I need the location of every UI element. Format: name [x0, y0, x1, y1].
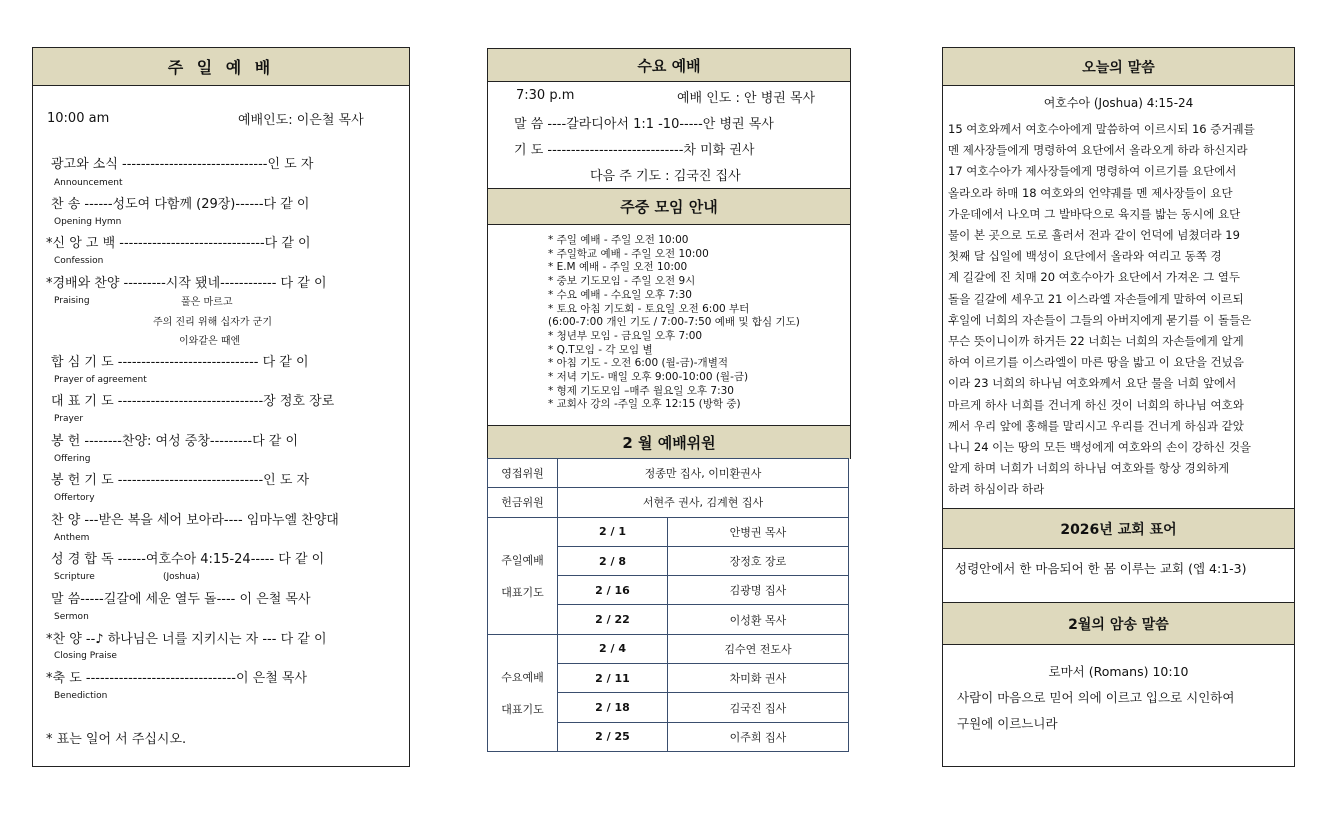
praise-song-line-3: 이와같은 때엔 — [179, 336, 241, 347]
middle-column — [487, 48, 851, 747]
order-item-announcement: 광고와 소식 -------------------------------인 도 자 — [51, 157, 314, 172]
duty-name: 김광명 집사 — [668, 576, 849, 605]
verse-line: 계 길갈에 진 치매 20 여호수아가 요단에서 가져온 그 열두 — [948, 270, 1240, 285]
todays-word-reference: 여호수아 (Joshua) 4:15-24 — [1043, 96, 1194, 110]
praise-song-line-2: 주의 진리 위해 십자가 군기 — [153, 317, 272, 328]
wednesday-time: 7:30 p.m — [516, 88, 575, 103]
todays-word-title: 오늘의 말씀 — [943, 48, 1294, 86]
table-row — [488, 634, 849, 663]
standing-footnote: * 표는 일어 서 주십시오. — [46, 732, 187, 747]
verse-line: 께서 우리 앞에 홍해를 말리시고 우리를 건너게 하심과 같았 — [948, 418, 1244, 433]
duty-date: 2 / 11 — [558, 664, 668, 693]
sunday-leader: 예배인도: 이은철 목사 — [238, 113, 364, 128]
verse-line: 멘 제사장들에게 명령하여 요단에서 올라오게 하라 하신지라 — [948, 143, 1248, 158]
duty-header-box — [487, 425, 851, 459]
order-item-praising: *경배와 찬양 ---------시작 됐네------------ 다 같 이 — [46, 276, 327, 291]
verse-line: 첫째 달 십일에 백성이 요단에서 올라와 여리고 동쪽 경 — [948, 249, 1222, 264]
order-item-opening-hymn: 찬 송 ------성도여 다함께 (29장)------다 같 이 — [51, 197, 310, 212]
order-item-anthem: 찬 양 ---받은 복을 세어 보아라---- 임마누엘 찬양대 — [51, 513, 339, 528]
order-sub-praising: Praising — [54, 296, 90, 306]
duty-name: 차미화 권사 — [668, 664, 849, 693]
order-sub-anthem: Anthem — [54, 533, 90, 543]
wednesday-prayer: 기 도 -----------------------------차 미화 권사 — [514, 143, 755, 158]
table-row — [488, 517, 849, 546]
schedule-item: (6:00-7:00 개인 기도 / 7:00-7:50 예배 및 합심 기도) — [548, 316, 800, 329]
order-sub-prayer: Prayer — [54, 414, 84, 424]
weekly-meetings-panel — [487, 188, 851, 426]
order-item-offering: 봉 헌 --------찬양: 여성 중창---------다 같 이 — [51, 434, 299, 449]
order-item-benediction: *축 도 --------------------------------이 은철 목사 — [46, 671, 308, 686]
verse-line: 물이 본 곳으로 도로 흘러서 전과 같이 언덕에 넘쳤더라 19 — [948, 228, 1240, 243]
motto-text: 성령안에서 한 마음되어 한 몸 이루는 교회 (엡 4:1-3) — [955, 561, 1247, 576]
order-sub-closing-praise: Closing Praise — [54, 651, 117, 661]
wednesday-prayer-label — [488, 634, 558, 751]
verse-line: 무슨 뜻이니이까 하거든 22 너희는 너희의 자손들에게 알게 — [948, 334, 1244, 349]
sunday-prayer-label-2: 대표기도 — [501, 585, 544, 599]
wednesday-prayer-label-1: 수요예배 — [501, 670, 544, 684]
right-column — [942, 47, 1295, 767]
order-sub-announcement: Announcement — [54, 178, 123, 188]
memory-verse-title: 2월의 암송 말씀 — [943, 603, 1294, 645]
duty-name: 이주희 집사 — [668, 722, 849, 751]
sunday-prayer-label-1: 주일예배 — [501, 553, 544, 567]
memory-verse-line-2: 구원에 이르느니라 — [957, 716, 1058, 731]
duty-date: 2 / 16 — [558, 576, 668, 605]
scripture-note: (Joshua) — [163, 572, 200, 582]
duty-date: 2 / 18 — [558, 693, 668, 722]
order-sub-benediction: Benediction — [54, 691, 108, 701]
sunday-prayer-label — [488, 517, 558, 634]
order-sub-agreement-prayer: Prayer of agreement — [54, 375, 147, 385]
verse-line: 올라오라 하매 18 여호와의 언약궤를 멘 제사장들이 요단 — [948, 185, 1233, 200]
weekly-meetings-title: 주중 모임 안내 — [488, 189, 850, 225]
verse-line: 이라 23 너희의 하나님 여호와께서 요단 물을 너희 앞에서 — [948, 376, 1237, 391]
sunday-time: 10:00 am — [47, 111, 110, 126]
weekly-meetings-list — [548, 234, 800, 412]
duty-date: 2 / 8 — [558, 546, 668, 575]
order-item-prayer: 대 표 기 도 -------------------------------장 정호 장로 — [51, 394, 335, 409]
order-sub-offertory: Offertory — [54, 493, 95, 503]
order-sub-opening-hymn: Opening Hymn — [54, 217, 122, 227]
memory-verse-reference: 로마서 (Romans) 10:10 — [1048, 664, 1189, 679]
verse-line: 나니 24 이는 땅의 모든 백성에게 여호와의 손이 강하신 것을 — [948, 440, 1252, 455]
verse-line: 돌을 길갈에 세우고 21 이스라엘 자손들에게 말하여 이르되 — [948, 291, 1244, 306]
duty-date: 2 / 22 — [558, 605, 668, 634]
schedule-item: * 교회사 강의 -주일 오후 12:15 (방학 중) — [548, 398, 741, 411]
schedule-item: * E.M 예배 - 주일 오전 10:00 — [548, 261, 688, 274]
order-item-scripture: 성 경 합 독 ------여호수아 4:15-24----- 다 같 이 — [51, 552, 325, 567]
schedule-item: * 저녁 기도- 매일 오후 9:00-10:00 (월-금) — [548, 371, 749, 384]
schedule-item: * 중보 기도모임 - 주일 오전 9시 — [548, 275, 696, 288]
order-item-closing-praise: *찬 양 --♪ 하나님은 너를 지키시는 자 --- 다 같 이 — [46, 632, 327, 647]
order-sub-sermon: Sermon — [54, 612, 89, 622]
motto-title: 2026년 교회 표어 — [943, 508, 1294, 549]
wednesday-worship-title: 수요 예배 — [488, 49, 850, 82]
verse-line: 15 여호와께서 여호수아에게 말씀하여 이르시되 16 증거궤를 — [948, 122, 1255, 136]
duty-date: 2 / 1 — [558, 517, 668, 546]
greeting-label: 영접위원 — [488, 459, 558, 488]
duty-name: 이성환 목사 — [668, 605, 849, 634]
verse-line: 가운데에서 나오며 그 발바닥으로 육지를 밟는 동시에 요단 — [948, 206, 1241, 221]
schedule-item: * 청년부 모임 - 금요일 오후 7:00 — [548, 329, 703, 342]
duty-name: 안병권 목사 — [668, 517, 849, 546]
sunday-worship-panel — [32, 47, 410, 767]
schedule-item: * 아침 기도 - 오전 6:00 (월-금)-개별적 — [548, 357, 728, 370]
order-item-confession: *신 앙 고 백 -------------------------------다 같 이 — [46, 236, 311, 251]
offering-label: 헌금위원 — [488, 488, 558, 517]
duty-table — [487, 458, 849, 752]
verse-line: 17 여호수아가 제사장들에게 명령하여 이르기를 요단에서 — [948, 164, 1237, 179]
order-sub-confession: Confession — [54, 256, 104, 266]
wednesday-prayer-label-2: 대표기도 — [501, 702, 544, 716]
schedule-item: * 주일학교 예배 - 주일 오전 10:00 — [548, 247, 709, 260]
order-sub-scripture: Scripture — [54, 572, 95, 582]
duty-name: 장정호 장로 — [668, 546, 849, 575]
todays-word-text — [948, 119, 1255, 501]
sunday-worship-title: 주 일 예 배 — [33, 48, 409, 86]
order-item-offertory: 봉 헌 기 도 -------------------------------인 도 자 — [51, 473, 310, 488]
order-sub-offering: Offering — [54, 454, 91, 464]
order-item-sermon: 말 씀-----길갈에 세운 열두 돌---- 이 은철 목사 — [51, 592, 311, 607]
wednesday-sermon: 말 씀 ----갈라디아서 1:1 -10-----안 병권 목사 — [514, 117, 774, 132]
praise-song-line-1: 풀은 마르고 — [181, 297, 233, 308]
duty-name: 김수연 전도사 — [668, 634, 849, 663]
verse-line: 하여 이르기를 이스라엘이 마른 땅을 밟고 이 요단을 건넜음 — [948, 355, 1244, 370]
greeting-value: 정종만 집사, 이미환권사 — [558, 459, 849, 488]
order-item-agreement-prayer: 합 심 기 도 ------------------------------ 다 같 이 — [51, 355, 309, 370]
schedule-item: * 형제 기도모임 –매주 월요일 오후 7:30 — [548, 384, 734, 397]
verse-line: 하려 하심이라 하라 — [948, 482, 1045, 497]
next-week-prayer: 다음 주 기도 : 김국진 집사 — [590, 169, 741, 184]
verse-line: 알게 하며 너희가 너희의 하나님 여호와를 항상 경외하게 — [948, 461, 1230, 476]
verse-line: 후일에 너희의 자손들이 그들의 아버지에게 묻기를 이 돌들은 — [948, 312, 1252, 327]
wednesday-worship-panel — [487, 48, 851, 189]
table-row — [488, 488, 849, 517]
wednesday-leader: 예배 인도 : 안 병권 목사 — [677, 91, 816, 106]
schedule-item: * 토요 아침 기도회 - 토요일 오전 6:00 부터 — [548, 302, 750, 315]
duty-date: 2 / 4 — [558, 634, 668, 663]
verse-line: 마르게 하사 너희를 건너게 하신 것이 너희의 하나님 여호와 — [948, 397, 1244, 412]
schedule-item: * 주일 예배 - 주일 오전 10:00 — [548, 234, 689, 246]
duty-name: 김국진 집사 — [668, 693, 849, 722]
memory-verse-line-1: 사람이 마음으로 믿어 의에 이르고 입으로 시인하여 — [957, 690, 1235, 705]
schedule-item: * 수요 예배 - 수요일 오후 7:30 — [548, 288, 692, 301]
duty-date: 2 / 25 — [558, 722, 668, 751]
schedule-item: * Q.T모임 - 각 모임 별 — [548, 343, 653, 356]
offering-value: 서현주 권사, 김계현 집사 — [558, 488, 849, 517]
table-row — [488, 459, 849, 488]
duty-title: 2 월 예배위원 — [488, 426, 850, 459]
